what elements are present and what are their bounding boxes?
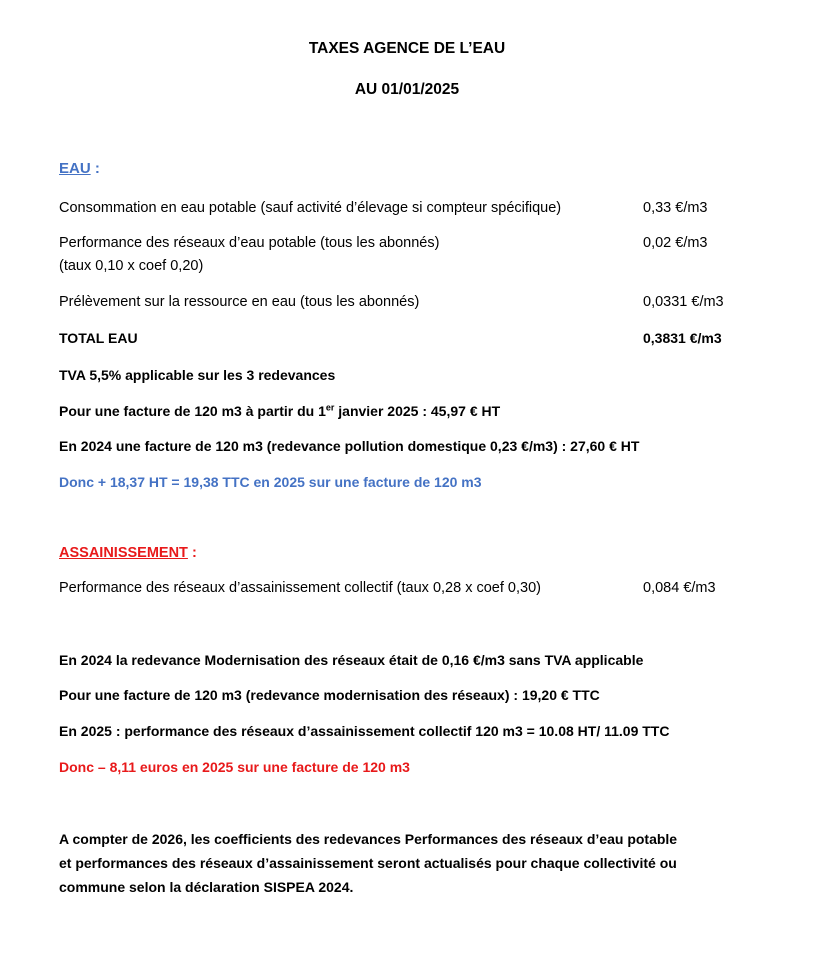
- page-subtitle-date: AU 01/01/2025: [354, 81, 460, 98]
- eau-conclusion: Donc + 18,37 HT = 19,38 TTC en 2025 sur une facture de 120 m3: [59, 474, 482, 490]
- footer-note-line3: commune selon la déclaration SISPEA 2024.: [59, 879, 354, 895]
- eau-row-consommation-value: 0,33 €/m3: [643, 200, 708, 216]
- assainissement-section-heading: [59, 545, 197, 561]
- assainissement-row-value: 0,084 €/m3: [643, 580, 716, 596]
- facture-2025-text-pre: Pour une facture de 120 m3 à partir du 1: [59, 403, 326, 419]
- eau-row-performance-label: Performance des réseaux d’eau potable (tous les abonnés): [59, 235, 440, 251]
- assainissement-line-facture: Pour une facture de 120 m3 (redevance modernisation des réseaux) : 19,20 € TTC: [59, 687, 600, 703]
- footer-note-line2: et performances des réseaux d’assainissement seront actualisés pour chaque collectivité ou: [59, 855, 677, 871]
- assainissement-heading-text: ASSAINISSEMENT: [59, 545, 188, 561]
- eau-total-label: TOTAL EAU: [59, 330, 138, 346]
- eau-row-performance-value: 0,02 €/m3: [643, 235, 708, 251]
- eau-facture-2024: En 2024 une facture de 120 m3 (redevance pollution domestique 0,23 €/m3) : 27,60 € HT: [59, 438, 640, 454]
- eau-row-performance-sublabel: (taux 0,10 x coef 0,20): [59, 258, 204, 274]
- eau-row-prelevement-value: 0,0331 €/m3: [643, 294, 724, 310]
- assainissement-row-label: Performance des réseaux d’assainissement collectif (taux 0,28 x coef 0,30): [59, 580, 541, 596]
- eau-row-prelevement-label: Prélèvement sur la ressource en eau (tous les abonnés): [59, 294, 420, 310]
- facture-2025-superscript: er: [325, 402, 335, 413]
- eau-facture-2025: [59, 403, 500, 419]
- assainissement-line-2025: En 2025 : performance des réseaux d’assainissement collectif 120 m3 = 10.08 HT/ 11.09 TTC: [59, 723, 670, 739]
- eau-section-heading: [59, 160, 100, 177]
- eau-row-consommation-label: Consommation en eau potable (sauf activité d’élevage si compteur spécifique): [59, 200, 562, 216]
- facture-2025-text-post: janvier 2025 : 45,97 € HT: [334, 403, 501, 419]
- eau-total-value: 0,3831 €/m3: [643, 330, 722, 346]
- footer-note-line1: A compter de 2026, les coefficients des redevances Performances des réseaux d’eau potable: [59, 831, 678, 847]
- assainissement-conclusion: Donc – 8,11 euros en 2025 sur une facture de 120 m3: [59, 759, 410, 775]
- page-title: TAXES AGENCE DE L’EAU: [308, 40, 506, 57]
- eau-heading-text: EAU: [59, 160, 91, 177]
- assainissement-heading-colon: :: [187, 545, 197, 561]
- eau-heading-colon: :: [90, 160, 100, 177]
- assainissement-line-2024: En 2024 la redevance Modernisation des réseaux était de 0,16 €/m3 sans TVA applicable: [59, 652, 644, 668]
- eau-tva-note: TVA 5,5% applicable sur les 3 redevances: [59, 367, 336, 383]
